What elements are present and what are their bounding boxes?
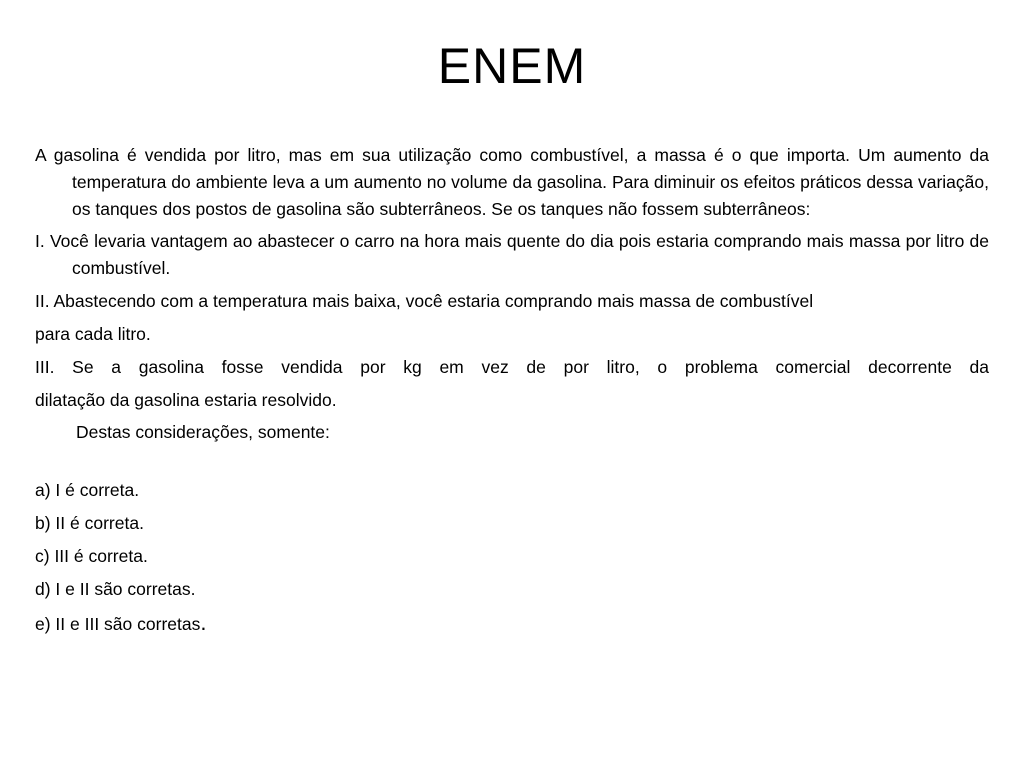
spacer: [35, 446, 989, 477]
option-e: [35, 609, 989, 638]
question-prompt: Destas considerações, somente:: [76, 422, 330, 442]
option-e-period: .: [200, 610, 207, 635]
question-body: [35, 142, 989, 638]
statement-2: II. Abastecendo com a temperatura mais baixa, você estaria comprando mais massa de combustível: [35, 291, 814, 311]
statement-3: III. Se a gasolina fosse vendida por kg em vez de por litro, o problema comercial decorrente da: [35, 357, 989, 377]
option-a: a) I é correta.: [35, 480, 140, 500]
slide-title: ENEM: [437, 38, 587, 94]
statement-1: I. Você levaria vantagem ao abastecer o carro na hora mais quente do dia pois estaria comprando mais massa por litro de combustível.: [35, 231, 989, 278]
statement-2-continuation: para cada litro.: [35, 324, 151, 344]
option-b: b) II é correta.: [35, 513, 144, 533]
option-c: c) III é correta.: [35, 546, 148, 566]
option-e-text: e) II e III são corretas: [35, 614, 201, 634]
option-d: d) I e II são corretas.: [35, 579, 196, 599]
statement-3-continuation: dilatação da gasolina estaria resolvido.: [35, 390, 337, 410]
question-intro: A gasolina é vendida por litro, mas em sua utilização como combustível, a massa é o que importa. Um aumento da temperatura do ambiente leva a um aumento no volume da gasolina. Para diminuir os efeitos práticos dessa variação, os tanques dos postos de gasolina são subterrâneos. Se os tanques não fossem subterrâneos:: [35, 145, 989, 219]
